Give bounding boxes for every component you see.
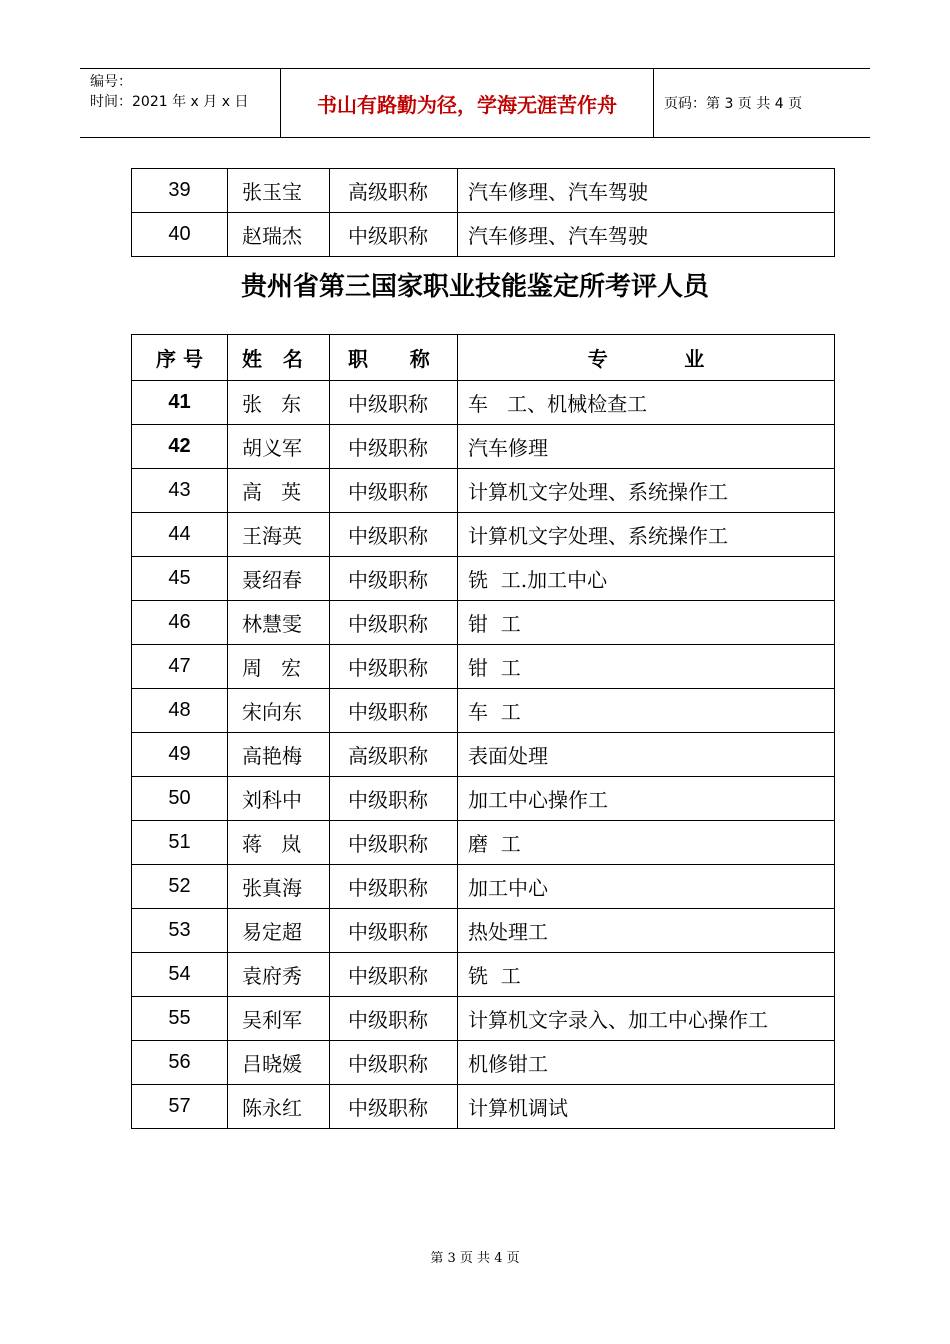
cell-num: 57 [132, 1085, 228, 1129]
cell-name: 张真海 [228, 865, 330, 909]
table-row [132, 777, 835, 821]
cell-num: 51 [132, 821, 228, 865]
table-row [132, 601, 835, 645]
cell-name: 赵瑞杰 [228, 213, 330, 257]
cell-title: 中级职称 [330, 865, 458, 909]
table-top [131, 168, 835, 257]
header-title: 职 称 [330, 335, 458, 381]
cell-spec: 铣 工.加工中心 [458, 557, 835, 601]
cell-name: 林慧雯 [228, 601, 330, 645]
cell-name: 张玉宝 [228, 169, 330, 213]
cell-title: 中级职称 [330, 953, 458, 997]
cell-name: 吕晓媛 [228, 1041, 330, 1085]
page-header [80, 68, 870, 138]
cell-name: 宋向东 [228, 689, 330, 733]
cell-title: 中级职称 [330, 997, 458, 1041]
header-meta [80, 69, 281, 137]
table-row [132, 213, 835, 257]
table-row [132, 821, 835, 865]
table-row [132, 1041, 835, 1085]
cell-num: 55 [132, 997, 228, 1041]
table-row [132, 557, 835, 601]
header-name: 姓 名 [228, 335, 330, 381]
header-num: 序 号 [132, 335, 228, 381]
cell-spec: 车 工 [458, 689, 835, 733]
cell-spec: 钳 工 [458, 601, 835, 645]
cell-spec: 钳 工 [458, 645, 835, 689]
table-header-row [132, 335, 835, 381]
time-label: 时间：2021 年 x 月 x 日 [90, 94, 249, 110]
table-row [132, 689, 835, 733]
cell-title: 中级职称 [330, 557, 458, 601]
cell-num: 48 [132, 689, 228, 733]
cell-spec: 车 工、机械检查工 [458, 381, 835, 425]
cell-spec: 热处理工 [458, 909, 835, 953]
cell-title: 中级职称 [330, 381, 458, 425]
table-row [132, 909, 835, 953]
cell-num: 56 [132, 1041, 228, 1085]
cell-num: 53 [132, 909, 228, 953]
cell-name: 吴利军 [228, 997, 330, 1041]
cell-num: 50 [132, 777, 228, 821]
cell-name: 张 东 [228, 381, 330, 425]
cell-name: 易定超 [228, 909, 330, 953]
table-row [132, 513, 835, 557]
cell-spec: 磨 工 [458, 821, 835, 865]
code-label: 编号： [90, 74, 132, 90]
cell-name: 蒋 岚 [228, 821, 330, 865]
cell-name: 聂绍春 [228, 557, 330, 601]
cell-spec: 计算机文字录入、加工中心操作工 [458, 997, 835, 1041]
cell-num: 54 [132, 953, 228, 997]
cell-name: 王海英 [228, 513, 330, 557]
table-row [132, 1085, 835, 1129]
cell-num: 45 [132, 557, 228, 601]
cell-title: 中级职称 [330, 213, 458, 257]
cell-title: 中级职称 [330, 821, 458, 865]
cell-title: 中级职称 [330, 425, 458, 469]
cell-spec: 计算机调试 [458, 1085, 835, 1129]
cell-spec: 汽车修理、汽车驾驶 [458, 213, 835, 257]
cell-title: 中级职称 [330, 1085, 458, 1129]
cell-num: 49 [132, 733, 228, 777]
cell-num: 42 [132, 425, 228, 469]
cell-name: 高 英 [228, 469, 330, 513]
cell-name: 刘科中 [228, 777, 330, 821]
cell-title: 中级职称 [330, 645, 458, 689]
cell-spec: 机修钳工 [458, 1041, 835, 1085]
cell-name: 袁府秀 [228, 953, 330, 997]
cell-spec: 加工中心 [458, 865, 835, 909]
examiner-table [131, 334, 835, 1129]
cell-num: 39 [132, 169, 228, 213]
cell-title: 中级职称 [330, 909, 458, 953]
cell-spec: 汽车修理、汽车驾驶 [458, 169, 835, 213]
header-motto: 书山有路勤为径，学海无涯苦作舟 [281, 69, 654, 137]
section-title: 贵州省第三国家职业技能鉴定所考评人员 [240, 272, 709, 302]
table-row [132, 997, 835, 1041]
cell-spec: 加工中心操作工 [458, 777, 835, 821]
cell-title: 高级职称 [330, 169, 458, 213]
table-row [132, 645, 835, 689]
table-row [132, 425, 835, 469]
table-row [132, 953, 835, 997]
cell-title: 中级职称 [330, 777, 458, 821]
cell-num: 40 [132, 213, 228, 257]
header-spec: 专 业 [458, 335, 835, 381]
cell-name: 周 宏 [228, 645, 330, 689]
cell-num: 41 [132, 381, 228, 425]
cell-spec: 汽车修理 [458, 425, 835, 469]
cell-num: 43 [132, 469, 228, 513]
cell-title: 中级职称 [330, 513, 458, 557]
cell-num: 52 [132, 865, 228, 909]
cell-spec: 铣 工 [458, 953, 835, 997]
table-row [132, 381, 835, 425]
table-row [132, 469, 835, 513]
cell-title: 中级职称 [330, 601, 458, 645]
cell-title: 中级职称 [330, 1041, 458, 1085]
cell-spec: 表面处理 [458, 733, 835, 777]
cell-spec: 计算机文字处理、系统操作工 [458, 469, 835, 513]
cell-title: 中级职称 [330, 469, 458, 513]
header-page-info: 页码：第 3 页 共 4 页 [664, 96, 803, 112]
cell-name: 高艳梅 [228, 733, 330, 777]
cell-num: 46 [132, 601, 228, 645]
cell-title: 高级职称 [330, 733, 458, 777]
table-row [132, 733, 835, 777]
table-row [132, 865, 835, 909]
cell-title: 中级职称 [330, 689, 458, 733]
cell-name: 陈永红 [228, 1085, 330, 1129]
cell-num: 44 [132, 513, 228, 557]
cell-num: 47 [132, 645, 228, 689]
cell-name: 胡义军 [228, 425, 330, 469]
cell-spec: 计算机文字处理、系统操作工 [458, 513, 835, 557]
table-row [132, 169, 835, 213]
page-footer: 第 3 页 共 4 页 [430, 1251, 520, 1266]
